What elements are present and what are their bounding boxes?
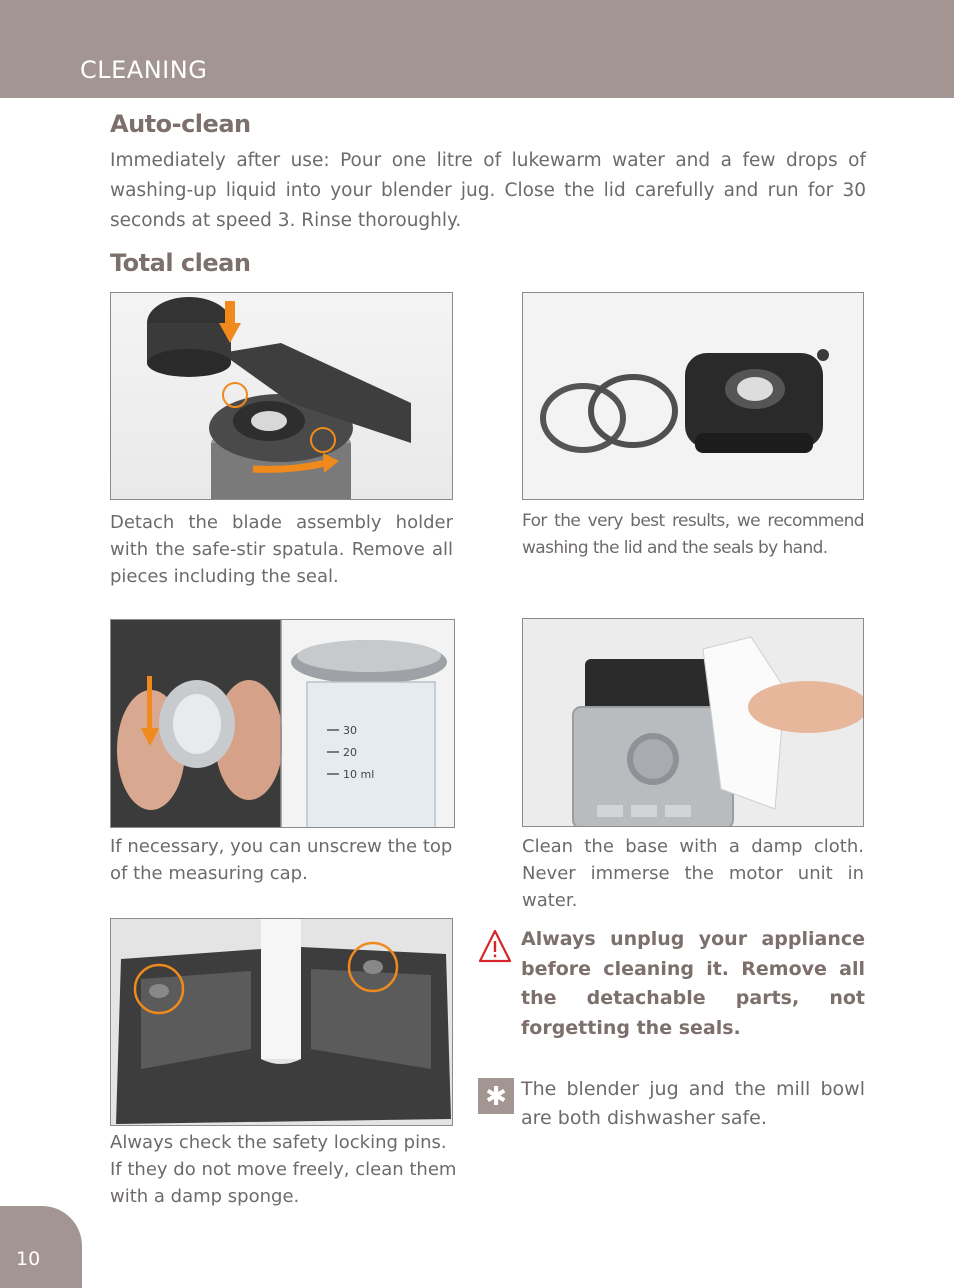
section-title: CLEANING bbox=[80, 56, 208, 84]
motor-base-photo bbox=[522, 618, 864, 827]
page-number: 10 bbox=[16, 1248, 41, 1270]
auto-clean-heading: Auto-clean bbox=[110, 110, 251, 138]
step-4-caption: Clean the base with a damp cloth. Never immerse the motor unit in water. bbox=[522, 836, 864, 911]
asterisk-icon: ✱ bbox=[478, 1078, 514, 1114]
measure-20-label: 20 bbox=[343, 746, 357, 759]
measure-10-label: 10 ml bbox=[343, 768, 375, 781]
warning-text: Always unplug your appliance before cleaning it. Remove all the detachable parts, not forgetting the seals. bbox=[521, 928, 865, 1039]
page-tab bbox=[0, 1206, 82, 1288]
auto-clean-body: Immediately after use: Pour one litre of lukewarm water and a few drops of washing-up liquid into your blender jug. Close the lid carefully and run for 30 seconds at speed 3. Rinse thoroughly. bbox=[110, 150, 866, 231]
measure-30-label: 30 bbox=[343, 724, 357, 737]
lid-seals-photo bbox=[522, 292, 864, 500]
blade-holder-photo bbox=[110, 292, 453, 500]
dishwasher-tip-text: The blender jug and the mill bowl are both dishwasher safe. bbox=[521, 1078, 865, 1129]
measuring-cap-photo bbox=[110, 619, 455, 828]
warning-triangle-icon bbox=[478, 928, 512, 964]
total-clean-heading: Total clean bbox=[110, 249, 251, 277]
section-header bbox=[0, 0, 954, 98]
step-1-caption: Detach the blade assembly holder with the safe-stir spatula. Remove all pieces including the seal. bbox=[110, 512, 453, 587]
step-3-caption: If necessary, you can unscrew the top of the measuring cap. bbox=[110, 836, 453, 884]
step-2-caption: For the very best results, we recommend washing the lid and the seals by hand. bbox=[522, 511, 864, 558]
safety-pins-photo bbox=[110, 918, 453, 1126]
step-5-caption: Always check the safety locking pins. If they do not move freely, clean them with a damp sponge. bbox=[110, 1132, 457, 1207]
